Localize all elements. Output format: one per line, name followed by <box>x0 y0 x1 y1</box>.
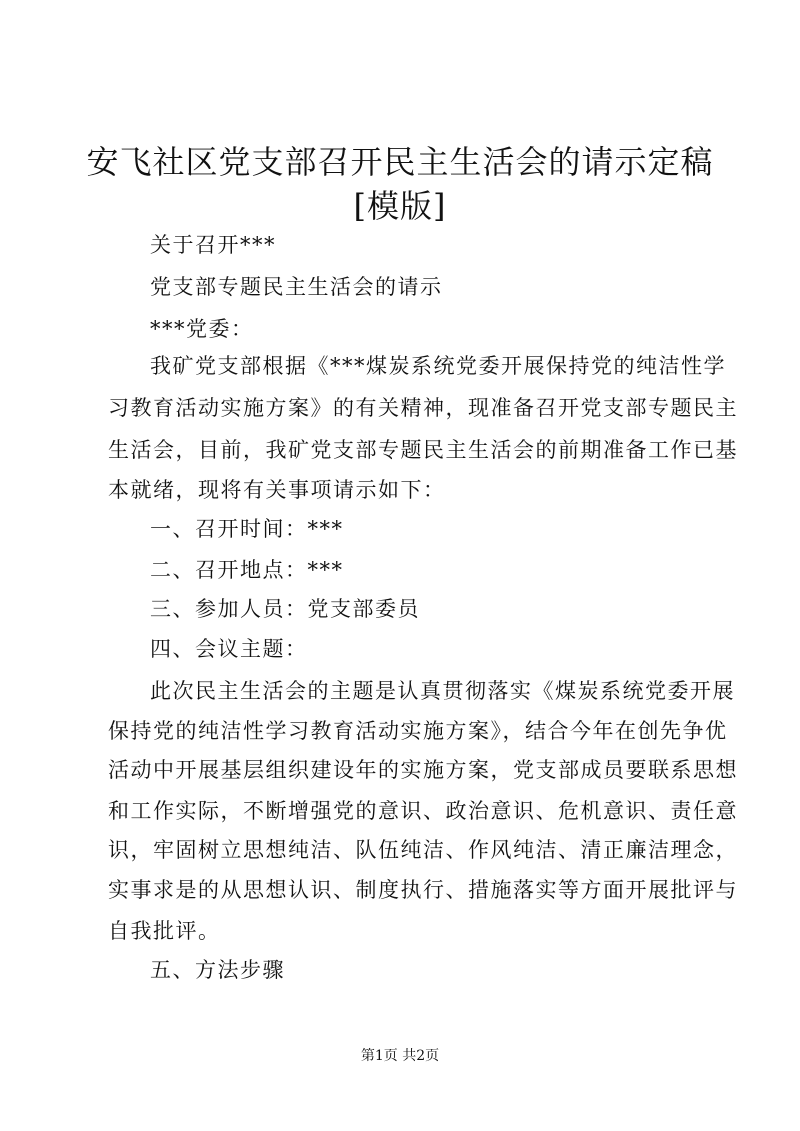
paragraph-line: 此次民主生活会的主题是认真贯彻落实《煤炭系统党委开展 <box>150 679 735 703</box>
paragraph-line: 二、召开地点：*** <box>150 558 344 582</box>
page-number-footer: 第1页 共2页 <box>360 1048 440 1064</box>
paragraph-line: 五、方法步骤 <box>150 958 285 982</box>
document-title-suffix: [模版] <box>353 187 447 225</box>
paragraph-line: 关于召开*** <box>150 233 276 257</box>
paragraph-line: 四、会议主题： <box>150 637 308 661</box>
paragraph-line: 实事求是的从思想认识、制度执行、措施落实等方面开展批评与 <box>108 878 738 902</box>
paragraph-line: 活动中开展基层组织建设年的实施方案，党支部成员要联系思想 <box>108 758 738 782</box>
paragraph-line: 本就绪，现将有关事项请示如下： <box>108 478 446 502</box>
paragraph-line: 自我批评。 <box>108 919 221 943</box>
paragraph-line: 三、参加人员：党支部委员 <box>150 597 420 621</box>
paragraph-line: 识，牢固树立思想纯洁、队伍纯洁、作风纯洁、清正廉洁理念， <box>108 838 738 862</box>
paragraph-line: 一、召开时间：*** <box>150 517 344 541</box>
paragraph-line: 党支部专题民主生活会的请示 <box>150 275 443 299</box>
paragraph-line: 我矿党支部根据《***煤炭系统党委开展保持党的纯洁性学 <box>150 354 726 378</box>
paragraph-line: ***党委： <box>150 317 254 341</box>
paragraph-line: 保持党的纯洁性学习教育活动实施方案》，结合今年在创先争优 <box>108 719 728 743</box>
paragraph-line: 生活会，目前，我矿党支部专题民主生活会的前期准备工作已基 <box>108 438 738 462</box>
paragraph-line: 习教育活动实施方案》的有关精神，现准备召开党支部专题民主 <box>108 396 738 420</box>
paragraph-line: 和工作实际，不断增强党的意识、政治意识、危机意识、责任意 <box>108 799 738 823</box>
document-title: 安飞社区党支部召开民主生活会的请示定稿 <box>86 143 714 181</box>
